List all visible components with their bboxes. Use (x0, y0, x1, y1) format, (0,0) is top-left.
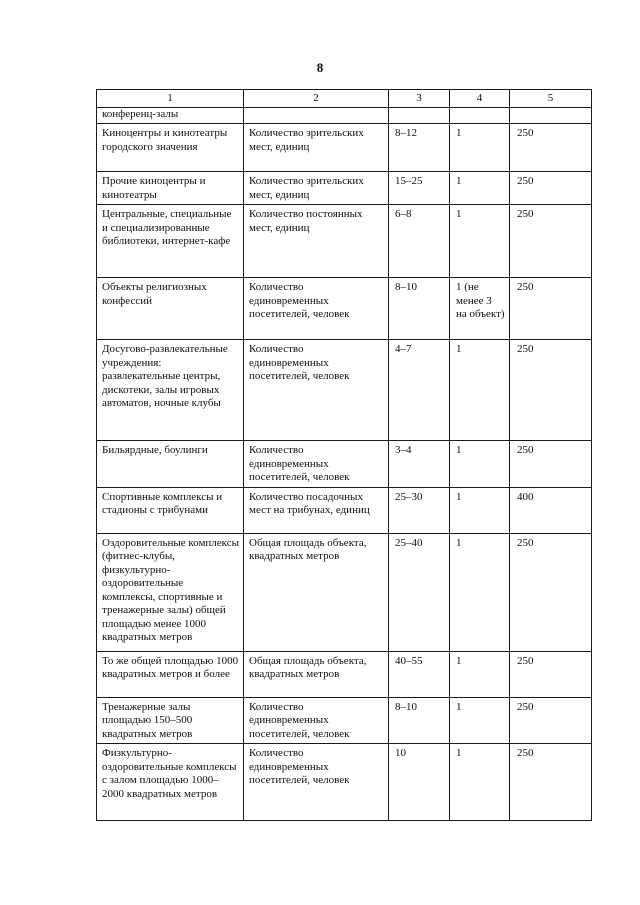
continuation-cell-5 (510, 107, 592, 124)
norm-range-cell: 8–10 (389, 697, 450, 744)
distance-cell: 250 (510, 651, 592, 697)
table-row (97, 124, 592, 172)
continuation-cell-3 (389, 107, 450, 124)
min-count-cell: 1 (450, 441, 510, 488)
min-count-cell: 1 (450, 651, 510, 697)
header-col-4: 4 (450, 90, 510, 108)
object-type-cell: Бильярдные, боулинги (97, 441, 244, 488)
distance-cell: 250 (510, 124, 592, 172)
table-row (97, 205, 592, 278)
object-type-cell: Досугово-развлекательные учреждения: развлекательные центры, дискотеки, залы игровых автоматов, ночные клубы (97, 340, 244, 441)
norm-range-cell: 8–10 (389, 278, 450, 340)
min-count-cell: 1 (450, 340, 510, 441)
norm-range-cell: 25–30 (389, 487, 450, 533)
norm-range-cell: 10 (389, 744, 450, 821)
object-type-cell: Прочие киноцентры и кинотеатры (97, 172, 244, 205)
table-row (97, 533, 592, 651)
header-col-1: 1 (97, 90, 244, 108)
object-type-cell: Физкультурно-оздоровительные комплексы с залом площадью 1000–2000 квадратных метров (97, 744, 244, 821)
distance-cell: 250 (510, 340, 592, 441)
norms-table (96, 89, 592, 821)
distance-cell: 400 (510, 487, 592, 533)
min-count-cell: 1 (450, 533, 510, 651)
min-count-cell: 1 (не менее 3 на объект) (450, 278, 510, 340)
min-count-cell: 1 (450, 487, 510, 533)
continuation-cell-2 (244, 107, 389, 124)
calc-unit-cell: Количество зрительских мест, единиц (244, 124, 389, 172)
continuation-cell: конференц-залы (97, 107, 244, 124)
object-type-cell: Спортивные комплексы и стадионы с трибунами (97, 487, 244, 533)
table-row (97, 441, 592, 488)
page-number: 8 (316, 60, 324, 75)
norm-range-cell: 8–12 (389, 124, 450, 172)
min-count-cell: 1 (450, 124, 510, 172)
calc-unit-cell: Количество зрительских мест, единиц (244, 172, 389, 205)
continuation-cell-4 (450, 107, 510, 124)
object-type-cell: Объекты религиозных конфессий (97, 278, 244, 340)
calc-unit-cell: Количество постоянных мест, единиц (244, 205, 389, 278)
table-row (97, 487, 592, 533)
table-row (97, 340, 592, 441)
norm-range-cell: 15–25 (389, 172, 450, 205)
calc-unit-cell: Количество единовременных посетителей, человек (244, 278, 389, 340)
table-row (97, 744, 592, 821)
min-count-cell: 1 (450, 205, 510, 278)
calc-unit-cell: Количество единовременных посетителей, человек (244, 340, 389, 441)
continuation-row (97, 107, 592, 124)
object-type-cell: Центральные, специальные и специализированные библиотеки, интернет-кафе (97, 205, 244, 278)
norm-range-cell: 4–7 (389, 340, 450, 441)
norm-range-cell: 40–55 (389, 651, 450, 697)
table-row (97, 651, 592, 697)
object-type-cell: То же общей площадью 1000 квадратных метров и более (97, 651, 244, 697)
calc-unit-cell: Количество единовременных посетителей, человек (244, 441, 389, 488)
min-count-cell: 1 (450, 697, 510, 744)
header-col-2: 2 (244, 90, 389, 108)
distance-cell: 250 (510, 172, 592, 205)
norm-range-cell: 3–4 (389, 441, 450, 488)
table-row (97, 278, 592, 340)
header-col-5: 5 (510, 90, 592, 108)
calc-unit-cell: Количество единовременных посетителей, человек (244, 697, 389, 744)
distance-cell: 250 (510, 744, 592, 821)
min-count-cell: 1 (450, 172, 510, 205)
calc-unit-cell: Количество посадочных мест на трибунах, единиц (244, 487, 389, 533)
norm-range-cell: 6–8 (389, 205, 450, 278)
object-type-cell: Оздоровительные комплексы (фитнес-клубы, физкультурно-оздоровительные комплексы, спортивные и тренажерные залы) общей площадью менее 1000 квадратных метров (97, 533, 244, 651)
distance-cell: 250 (510, 533, 592, 651)
table-row (97, 697, 592, 744)
object-type-cell: Киноцентры и кинотеатры городского значения (97, 124, 244, 172)
header-row (97, 90, 592, 108)
table-row (97, 172, 592, 205)
distance-cell: 250 (510, 205, 592, 278)
distance-cell: 250 (510, 278, 592, 340)
distance-cell: 250 (510, 441, 592, 488)
distance-cell: 250 (510, 697, 592, 744)
object-type-cell: Тренажерные залы площадью 150–500 квадратных метров (97, 697, 244, 744)
calc-unit-cell: Общая площадь объекта, квадратных метров (244, 651, 389, 697)
norm-range-cell: 25–40 (389, 533, 450, 651)
header-col-3: 3 (389, 90, 450, 108)
calc-unit-cell: Количество единовременных посетителей, человек (244, 744, 389, 821)
min-count-cell: 1 (450, 744, 510, 821)
calc-unit-cell: Общая площадь объекта, квадратных метров (244, 533, 389, 651)
